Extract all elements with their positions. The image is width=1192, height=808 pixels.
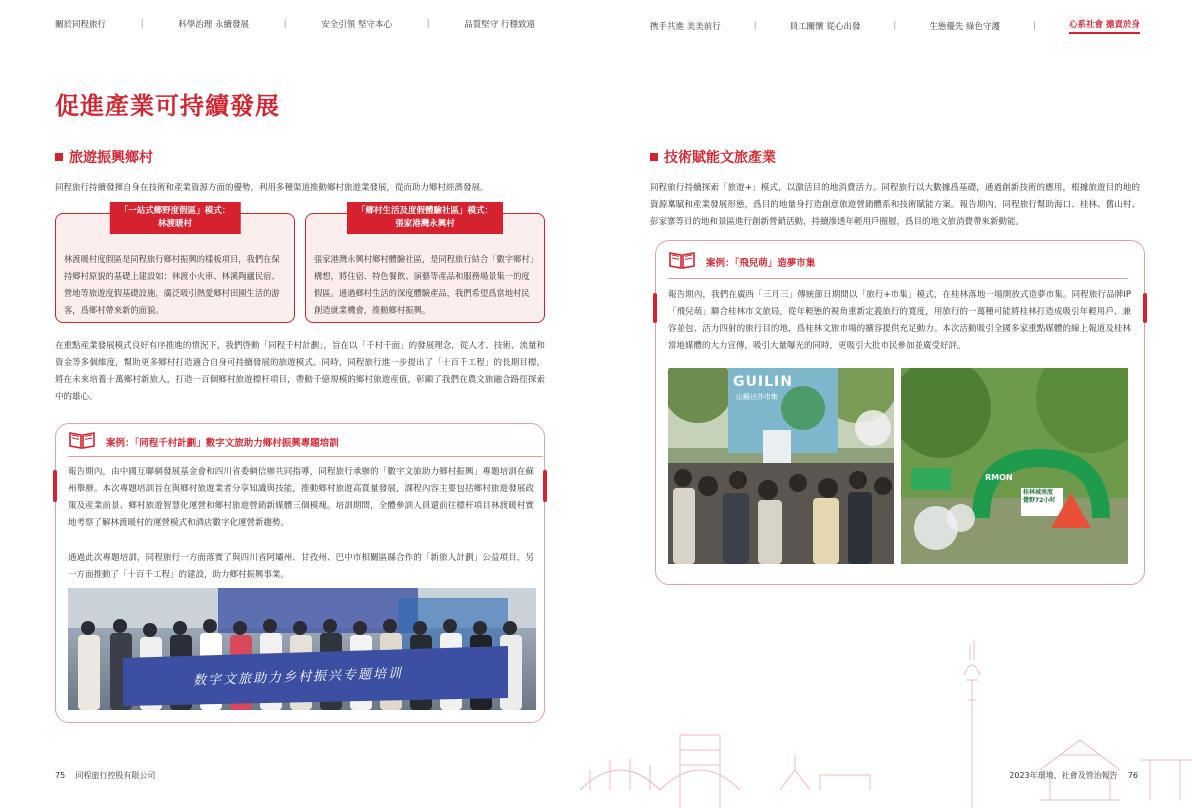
nav-item[interactable]: 生態優先 綠色守護 (929, 22, 1001, 32)
intro-paragraph: 同程旅行持續發揮自身在技術和產業資源方面的優勢，利用多種渠道推動鄉村旅遊業發展，從而助力鄉村經濟發展。 (55, 183, 489, 193)
top-nav-left (55, 18, 535, 30)
nav-separator: | (426, 19, 430, 29)
page-number: 76 (1127, 771, 1138, 780)
company-name: 同程旅行控股有限公司 (75, 771, 156, 780)
nav-separator: | (753, 21, 757, 31)
square-bullet-icon (55, 153, 63, 161)
market-crowd-photo (668, 368, 894, 564)
nav-separator: | (893, 21, 897, 31)
model-card-yongxing (305, 206, 545, 323)
nav-item[interactable]: 員工關懷 從心出發 (789, 22, 861, 32)
case-paragraph: 報告期內，由中國互聯網發展基金會和四川省委網信辦共同指導，同程旅行承辦的「數字文旅助力鄉村振興」專題培訓在蘇州舉辦。本次專題培訓旨在與鄉村旅遊業者分享知識與技能，推動鄉村旅遊高質量發展，課程內容主要包括鄉村旅遊發展政策及産業前景、鄉村旅遊智慧化運營和鄉村旅遊營銷新媒體三個模塊。培訓期間，全體參訓人員還前往標杆項目林渡暖村實地考察了解林渡暖村的運營模式和酒店數字化運營新趨勢。 (68, 467, 534, 528)
model-card-linduan (55, 206, 295, 323)
model-tag-line2: 張家港灣永興村 (395, 219, 455, 229)
nav-separator: | (1033, 21, 1036, 31)
nav-item[interactable]: 關於同程旅行 (55, 20, 107, 30)
nav-item[interactable]: 安全引領 堅守本心 (321, 20, 392, 30)
market-sign-sub: 山觴达莎市集 (736, 393, 778, 401)
top-nav-right (650, 18, 1140, 34)
training-group-photo (68, 588, 536, 710)
section-title: 技術賦能文旅產業 (664, 150, 776, 166)
nav-separator: | (283, 19, 287, 29)
report-name: 2023年環境、社會及管治報告 (1009, 771, 1118, 780)
frame-accent-bar (543, 470, 547, 502)
case-title: 案例：「飛兒萌」造夢市集 (706, 257, 816, 269)
case-paragraph: 報告期內，我們在廣西「三月三」傳統節日期間以「旅行+市集」模式，在桂林落地一場開放式造夢市集。同程旅行品牌IP「飛兒萌」聯合桂林市文旅局，從年輕態的視角重新定義旅行的寬度，用旅行的一萬種可能將桂林打造成吸引年輕用戶、兼容並包、活力四射的旅行目的地，爲桂林文旅市場的擴容提供充足動力。本次活動吸引全國多家重點媒體的線上報道及桂林當地媒體的大力宣傳，吸引大量曝光的同時，更吸引大批市民參加並廣受好評。 (668, 290, 1131, 351)
divider (668, 278, 1128, 279)
divider (68, 456, 543, 457)
nav-item[interactable]: 品質堅守 行穩致遠 (464, 20, 535, 30)
model-tag (347, 202, 503, 234)
model-text: 林渡暖村度假區是同程旅行鄉村振興的樣板項目，我們在保持鄉村原貌的基礎上建設如：林渡小火車、林溪陶廬民宿、營地等旅遊度假基礎設施，廣泛吸引熱愛鄉村田園生活的游客，爲鄉村帶來新的面貌。 (64, 254, 280, 315)
body-paragraph: 在重點産業發展模式良好有序推進的情況下，我們啓動「同程千村計劃」，旨在以「千村千面」的發展理念，從人才、技術、流量和資金等多個維度，幫助更多鄉村打造適合自身可持續發展的旅遊模式。同時，同程旅行進一步提出了「十百千工程」的長期目標，將在未來培養十萬鄉村新旅人，打造一百個鄉村旅遊標杆項目，帶動千億規模的鄉村旅遊産值，彰顯了我們在農文旅融合路徑探索中的雄心。 (55, 341, 545, 402)
case-heading (668, 250, 815, 273)
model-tag-line1: 「鄉村生活及度假體驗社區」模式： (356, 206, 494, 216)
page-title: 促進產業可持續發展 (55, 92, 280, 120)
banner-text: 数字文旅助力乡村振兴专题培训 (192, 666, 404, 689)
model-tag-line2: 林渡暖村 (157, 219, 193, 229)
frame-accent-bar (53, 470, 57, 502)
case-paragraph: 通過此次專題培訓，同程旅行一方面落實了與四川省阿壩州、甘孜州、巴中市相關區縣合作的「新旅人計劃」公益項目，另一方面推動了「十百千工程」的建設，助力鄉村振興事業。 (68, 553, 534, 580)
footer-left (55, 770, 155, 781)
open-book-icon (68, 430, 96, 453)
frame-accent-bar (1143, 293, 1147, 323)
model-tag-line1: 「一站式鄉野度假區」模式： (119, 206, 231, 216)
market-arch-photo (901, 368, 1128, 564)
arch-letters: RMON (985, 473, 1013, 482)
arch-board-text: 桂林城南度 覺野72小时 (1023, 489, 1056, 504)
model-tag (110, 202, 241, 234)
skyline-decoration (580, 640, 1192, 808)
intro-paragraph: 同程旅行持續探索「旅遊+」模式，以激活目的地消費活力。同程旅行以大數據爲基礎，通過創新技術的應用，根據旅遊目的地的資源稟賦和産業發展形態，爲目的地量身打造創意旅遊營銷體系和技術賦能方案。報告期內，同程旅行幫助海口、桂林、舊山村、彭家寨等目的地和景區進行創新營銷活動，持續滲透年輕用戶圈層，爲目的地文旅消費帶來新動能。 (650, 183, 1140, 227)
case-title: 案例：「同程千村計劃」數字文旅助力鄉村振興專題培訓 (106, 437, 339, 449)
nav-item[interactable]: 科學治理 永續發展 (178, 20, 249, 30)
market-sign: GUILIN (733, 374, 793, 390)
footer-right (1009, 770, 1138, 781)
case-heading (68, 430, 339, 453)
nav-item-active[interactable]: 心系社會 擔責於身 (1069, 18, 1140, 34)
open-book-icon (668, 250, 696, 273)
square-bullet-icon (650, 153, 658, 161)
model-text: 張家港灣永興村鄉村體驗社區，是同程旅行結合「數字鄉村」構想，將住宿、特色餐飲、演藝等產品和服務場景集一的度假區。通過鄉村生活的深度體驗產品，我們希望爲當地村民創造就業機會，推動鄉村振興。 (314, 254, 534, 315)
section-heading-tech (650, 147, 776, 167)
frame-accent-bar (653, 293, 657, 323)
nav-item[interactable]: 携手共進 美美前行 (650, 22, 721, 32)
page-number: 75 (55, 771, 66, 780)
section-heading-rural (55, 147, 153, 167)
nav-separator: | (140, 19, 144, 29)
section-title: 旅遊振興鄉村 (69, 150, 153, 166)
